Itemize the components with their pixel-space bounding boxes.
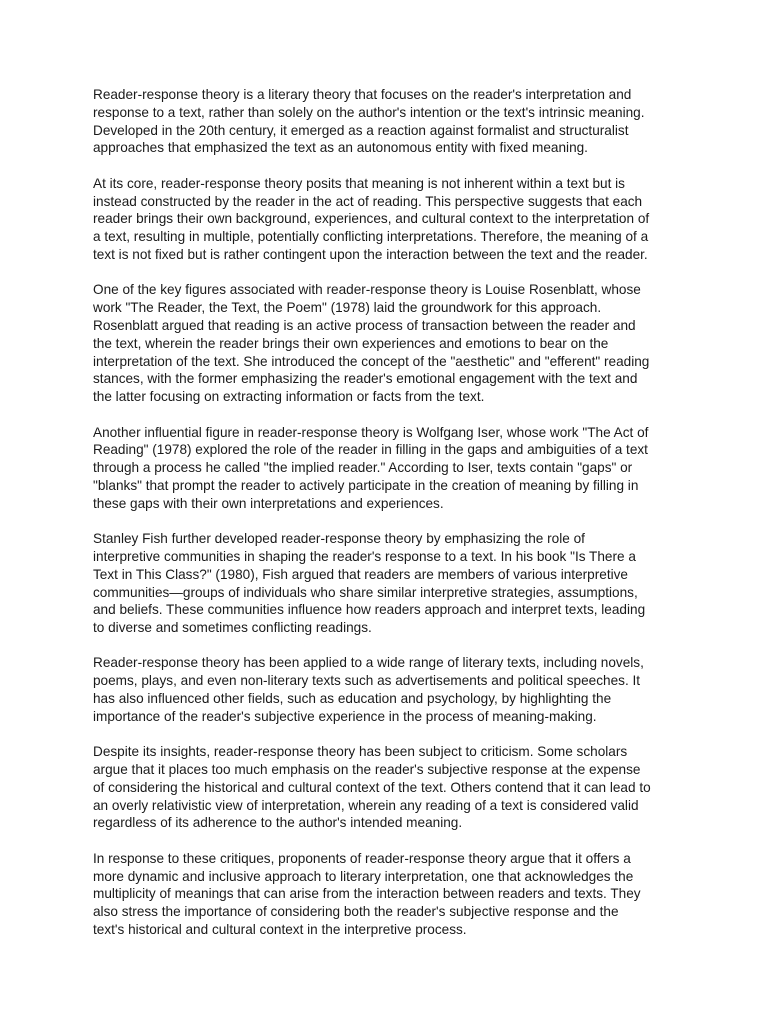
document-body (93, 86, 683, 956)
paragraph-iser: Another influential figure in reader-response theory is Wolfgang Iser, whose work "The Act of Reading" (1978) explored the role of the reader in filling in the gaps and ambiguities of a text through a process he called "the implied reader." According to Iser, texts contain "gaps" or "blanks" that prompt the reader to actively participate in the creation of meaning by filling in these gaps with their own interpretations and experiences. (93, 424, 649, 511)
paragraph-response: In response to these critiques, proponents of reader-response theory argue that it offers a more dynamic and inclusive approach to literary interpretation, one that acknowledges the multiplicity of meanings that can arise from the interaction between readers and texts. They also stress the importance of considering both the reader's subjective response and the text's historical and cultural context in the interpretive process. (93, 850, 641, 938)
paragraph-intro: Reader-response theory is a literary theory that focuses on the reader's interpretation and response to a text, rather than solely on the author's intention or the text's intrinsic meaning. Developed in the 20th century, it emerged as a reaction against formalist and structuralist approaches that emphasized the text as an autonomous entity with fixed meaning. (93, 87, 645, 156)
paragraph-criticism: Despite its insights, reader-response theory has been subject to criticism. Some scholars argue that it places too much emphasis on the reader's subjective response at the expense of considering the historical and cultural context of the text. Others contend that it can lead to an overly relativistic view of interpretation, wherein any reading of a text is considered valid regardless of its adherence to the author's intended meaning. (93, 744, 651, 831)
paragraph-rosenblatt: One of the key figures associated with reader-response theory is Louise Rosenblatt, whose work "The Reader, the Text, the Poem" (1978) laid the groundwork for this approach. Rosenblatt argued that reading is an active process of transaction between the reader and the text, wherein the reader brings their own experiences and emotions to bear on the interpretation of the text. She introduced the concept of the "aesthetic" and "efferent" reading stances, with the former emphasizing the reader's emotional engagement with the text and the latter focusing on extracting information or facts from the text. (93, 282, 650, 405)
paragraph-applications: Reader-response theory has been applied to a wide range of literary texts, including novels, poems, plays, and even non-literary texts such as advertisements and political speeches. It has also influenced other fields, such as education and psychology, by highlighting the importance of the reader's subjective experience in the process of meaning-making. (93, 655, 644, 724)
paragraph-fish: Stanley Fish further developed reader-response theory by emphasizing the role of interpretive communities in shaping the reader's response to a text. In his book "Is There a Text in This Class?" (1980), Fish argued that readers are members of various interpretive communities—groups of individuals who share similar interpretive strategies, assumptions, and beliefs. These communities influence how readers approach and interpret texts, leading to diverse and sometimes conflicting readings. (93, 531, 646, 636)
paragraph-core-premise: At its core, reader-response theory posits that meaning is not inherent within a text but is instead constructed by the reader in the act of reading. This perspective suggests that each reader brings their own background, experiences, and cultural context to the interpretation of a text, resulting in multiple, potentially conflicting interpretations. Therefore, the meaning of a text is not fixed but is rather contingent upon the interaction between the text and the reader. (93, 175, 650, 262)
